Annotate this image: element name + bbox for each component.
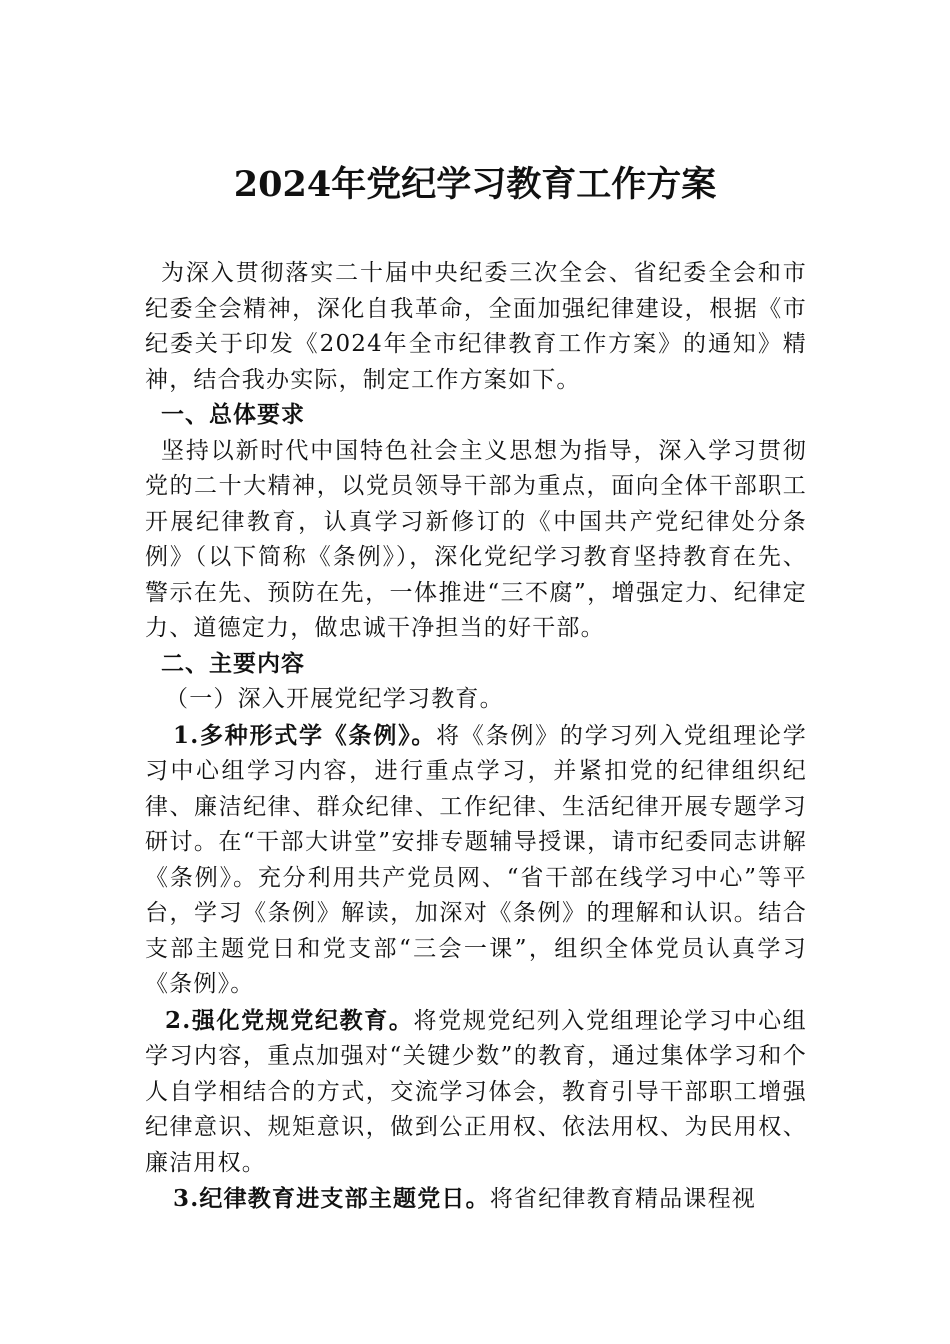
item-3-paragraph <box>145 1181 807 1218</box>
section-heading-main-content: 二、主要内容 <box>161 650 305 677</box>
section-heading-general-requirements: 一、总体要求 <box>161 402 305 428</box>
general-requirements-paragraph: 坚持以新时代中国特色社会主义思想为指导，深入学习贯彻党的二十大精神，以党员领导干部为重点，面向全体干部职工开展纪律教育，认真学习新修订的《中国共产党纪律处分条例》（以下简称《条例》），深化党纪学习教育坚持教育在先、警示在先、预防在先，一体推进“三不腐”，增强定力、纪律定力、道德定力，做忠诚干净担当的好干部。 <box>145 437 807 641</box>
item-1-text: 将《条例》的学习列入党组理论学习中心组学习内容，进行重点学习，并紧扣党的纪律组织纪律、廉洁纪律、群众纪律、工作纪律、生活纪律开展专题学习研讨。在“干部大讲堂”安排专题辅导授课，请市纪委同志讲解《条例》。充分利用共产党员网、“省干部在线学习中心”等平台，学习《条例》解读，加深对《条例》的理解和认识。结合支部主题党日和党支部“三会一课”，组织全体党员认真学习《条例》。 <box>145 722 807 997</box>
item-1-lead: 1.多种形式学《条例》。 <box>173 721 437 749</box>
document-body <box>145 256 807 1218</box>
item-2-paragraph <box>145 1003 807 1182</box>
item-2-text: 将党规党纪列入党组理论学习中心组学习内容，重点加强对“关键少数”的教育，通过集体学习和个人自学相结合的方式，交流学习体会，教育引导干部职工增强纪律意识、规矩意识，做到公正用权、依法用权、为民用权、廉洁用权。 <box>145 1007 808 1176</box>
item-3-lead: 3.纪律教育进支部主题党日。 <box>173 1185 490 1212</box>
intro-paragraph: 为深入贯彻落实二十届中央纪委三次全会、省纪委全会和市纪委全会精神，深化自我革命，全面加强纪律建设，根据《市纪委关于印发《2024年全市纪律教育工作方案》的通知》精神，结合我办实际，制定工作方案如下。 <box>145 260 807 393</box>
item-3-text: 将省纪律教育精品课程视 <box>489 1186 757 1212</box>
subsection-heading-discipline-education: （一）深入开展党纪学习教育。 <box>165 686 504 712</box>
document-title: 2024年党纪学习教育工作方案 <box>233 164 717 205</box>
item-2-lead: 2.强化党规党纪教育。 <box>165 1006 414 1034</box>
item-1-paragraph <box>145 718 807 1003</box>
